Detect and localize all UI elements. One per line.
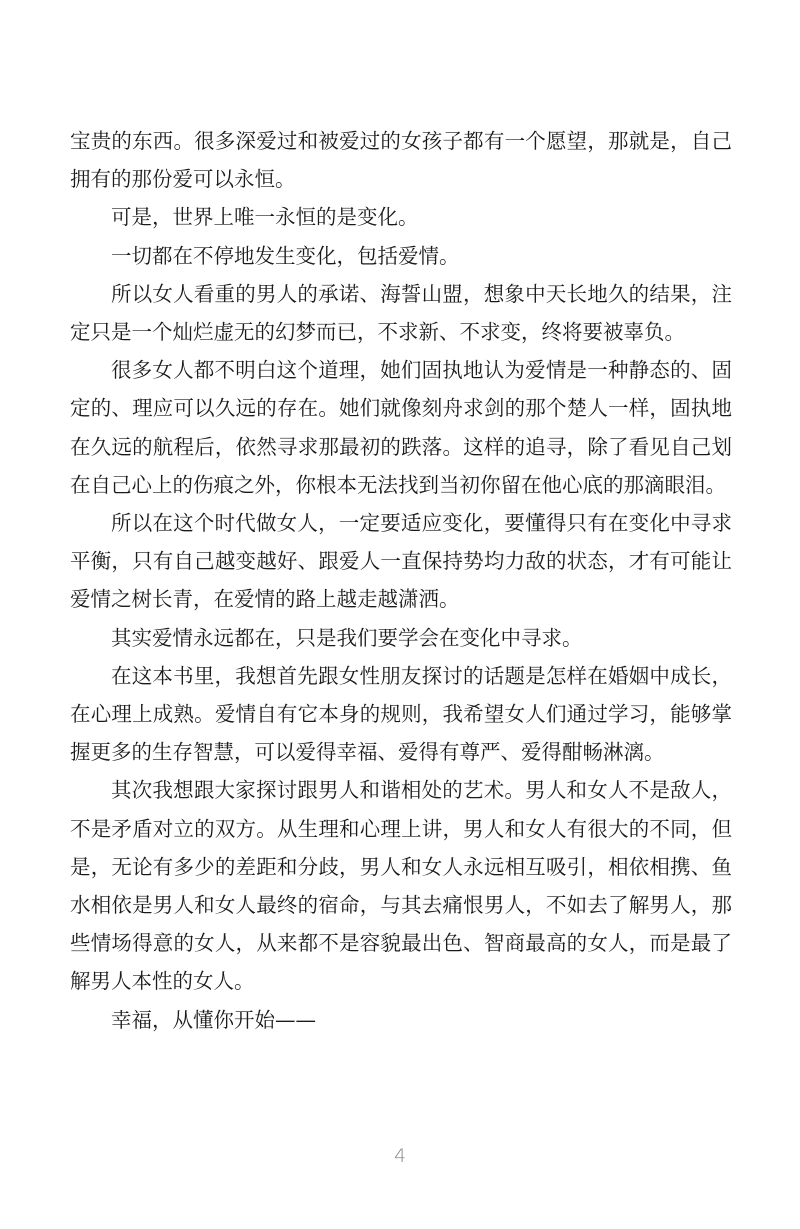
- paragraph: 所以女人看重的男人的承诺、海誓山盟，想象中天长地久的结果，注定只是一个灿烂虚无的幻梦而已，不求新、不求变，终将要被辜负。: [70, 281, 732, 345]
- paragraph: 所以在这个时代做女人，一定要适应变化，要懂得只有在变化中寻求平衡，只有自己越变越好、跟爱人一直保持势均力敌的状态，才有可能让爱情之树长青，在爱情的路上越走越潇洒。: [70, 511, 732, 612]
- paragraph: 其实爱情永远都在，只是我们要学会在变化中寻求。: [111, 625, 583, 650]
- body-text: [70, 122, 732, 1039]
- paragraph: 宝贵的东西。很多深爱过和被爱过的女孩子都有一个愿望，那就是，自己拥有的那份爱可以永恒。: [70, 129, 732, 192]
- page-number: 4: [393, 1145, 407, 1167]
- paragraph: 在这本书里，我想首先跟女性朋友探讨的话题是怎样在婚姻中成长，在心理上成熟。爱情自有它本身的规则，我希望女人们通过学习，能够掌握更多的生存智慧，可以爱得幸福、爱得有尊严、爱得酣畅淋漓。: [70, 663, 732, 765]
- paragraph: 其次我想跟大家探讨跟男人和谐相处的艺术。男人和女人不是敌人，不是矛盾对立的双方。从生理和心理上讲，男人和女人有很大的不同，但是，无论有多少的差距和分歧，男人和女人永远相互吸引，相依相携、鱼水相依是男人和女人最终的宿命，与其去痛恨男人，不如去了解男人，那些情场得意的女人，从来都不是容貌最出色、智商最高的女人，而是最了解男人本性的女人。: [70, 778, 732, 994]
- paragraph: 可是，世界上唯一永恒的是变化。: [111, 205, 419, 230]
- paragraph: 幸福，从懂你开始——: [111, 1007, 316, 1032]
- paragraph: 一切都在不停地发生变化，包括爱情。: [111, 243, 460, 268]
- paragraph: 很多女人都不明白这个道理，她们固执地认为爱情是一种静态的、固定的、理应可以久远的存在。她们就像刻舟求剑的那个楚人一样，固执地在久远的航程后，依然寻求那最初的跌落。这样的追寻，除了看见自己划在自己心上的伤痕之外，你根本无法找到当初你留在他心底的那滴眼泪。: [70, 358, 732, 497]
